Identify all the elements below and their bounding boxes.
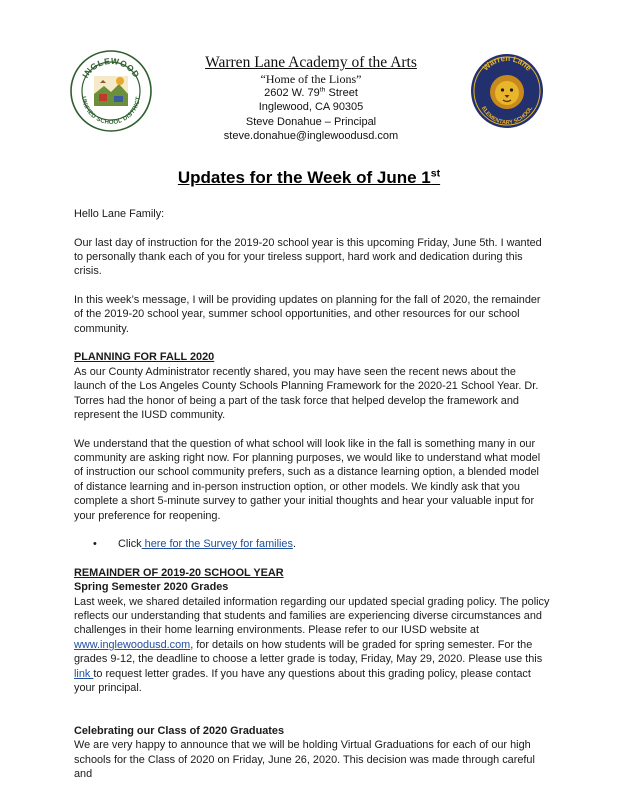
seal-bottom-text: UNIFIED SCHOOL DISTRICT [79,96,143,127]
letter-grade-link[interactable]: link [74,667,94,680]
survey-link[interactable]: here for the Survey for families [141,538,293,551]
letterhead [158,54,464,144]
graduates-paragraph: We are very happy to announce that we will be holding Virtual Graduations for each of our high schools for the Class of 2020 on Friday, June 26, 2020. This decision was made through careful and [74,739,535,781]
survey-bullet: • Click here for the Survey for families. [93,538,296,551]
greeting: Hello Lane Family: [74,208,165,220]
planning-heading: PLANNING FOR FALL 2020 [74,351,215,364]
grades-paragraph: Last week, we shared detailed information regarding our updated special grading policy. The policy reflects our understanding that students and families are experiencing diverse circumstances and challenges in their home learning environments. Please refer to our IUSD website at www.inglewoodusd.com, for details on how students will be graded for spring semester. For the grades 9-12, the deadline to choose a letter grade is today, Friday, May 29, 2020. Please use this link to request letter grades. If you have any questions about this grading policy, please contact your principal. [74,595,550,695]
graduates-subheading: Celebrating our Class of 2020 Graduates [74,724,285,737]
grades-subheading: Spring Semester 2020 Grades [74,581,229,594]
page-title: Updates for the Week of June 1st [177,167,441,187]
district-website-link[interactable]: www.inglewoodusd.com [74,638,191,651]
intro-paragraph: Our last day of instruction for the 2019-20 school year is this upcoming Friday, June 5th. I wanted to personally thank each of you for your tireless support, hard work and dedication during this crisis. [74,236,542,278]
street-address: 2602 W. 79th Street [264,86,358,99]
seal-top-text: INGLEWOOD [80,55,142,80]
emblem-bottom-text: ELEMENTARY SCHOOL [479,105,535,127]
principal-email: steve.donahue@inglewoodusd.com [223,130,399,143]
school-name: Warren Lane Academy of the Arts [205,54,417,71]
school-motto: “Home of the Lions” [260,72,362,86]
remainder-heading: REMAINDER OF 2019-20 SCHOOL YEAR [74,566,284,579]
planning-paragraph: We understand that the question of what school will look like in the fall is something many in our community are asking right now. For planning purposes, we would like to understand what model of instruction our school community prefers, such as a distance learning option, a blended model of distance learning and in-person instruction option, or other models. We kindly ask that you complete a short 5-minute survey to gather your initial thoughts and hear your valuable input for your preference for reopening. [74,437,541,522]
lion-emblem-logo [470,53,544,129]
city-address: Inglewood, CA 90305 [258,101,364,114]
planning-paragraph: As our County Administrator recently shared, you may have seen the recent news about the launch of the Los Angeles County Schools Planning Framework for the 2020-21 School Year. Dr. Torres had the honor of being a part of the task force that helped develop the framework and represent the IUSD community. [74,365,539,422]
principal-name: Steve Donahue – Principal [245,115,377,128]
district-seal-logo [70,50,152,132]
intro-paragraph: In this week’s message, I will be providing updates on planning for the fall of 2020, the remainder of the 2019-20 school year, summer school opportunities, and other resources for our school community. [74,294,541,335]
letter-body [74,207,550,782]
bullet-icon: • [93,538,97,551]
emblem-top-text: Warren Lane [481,53,534,73]
